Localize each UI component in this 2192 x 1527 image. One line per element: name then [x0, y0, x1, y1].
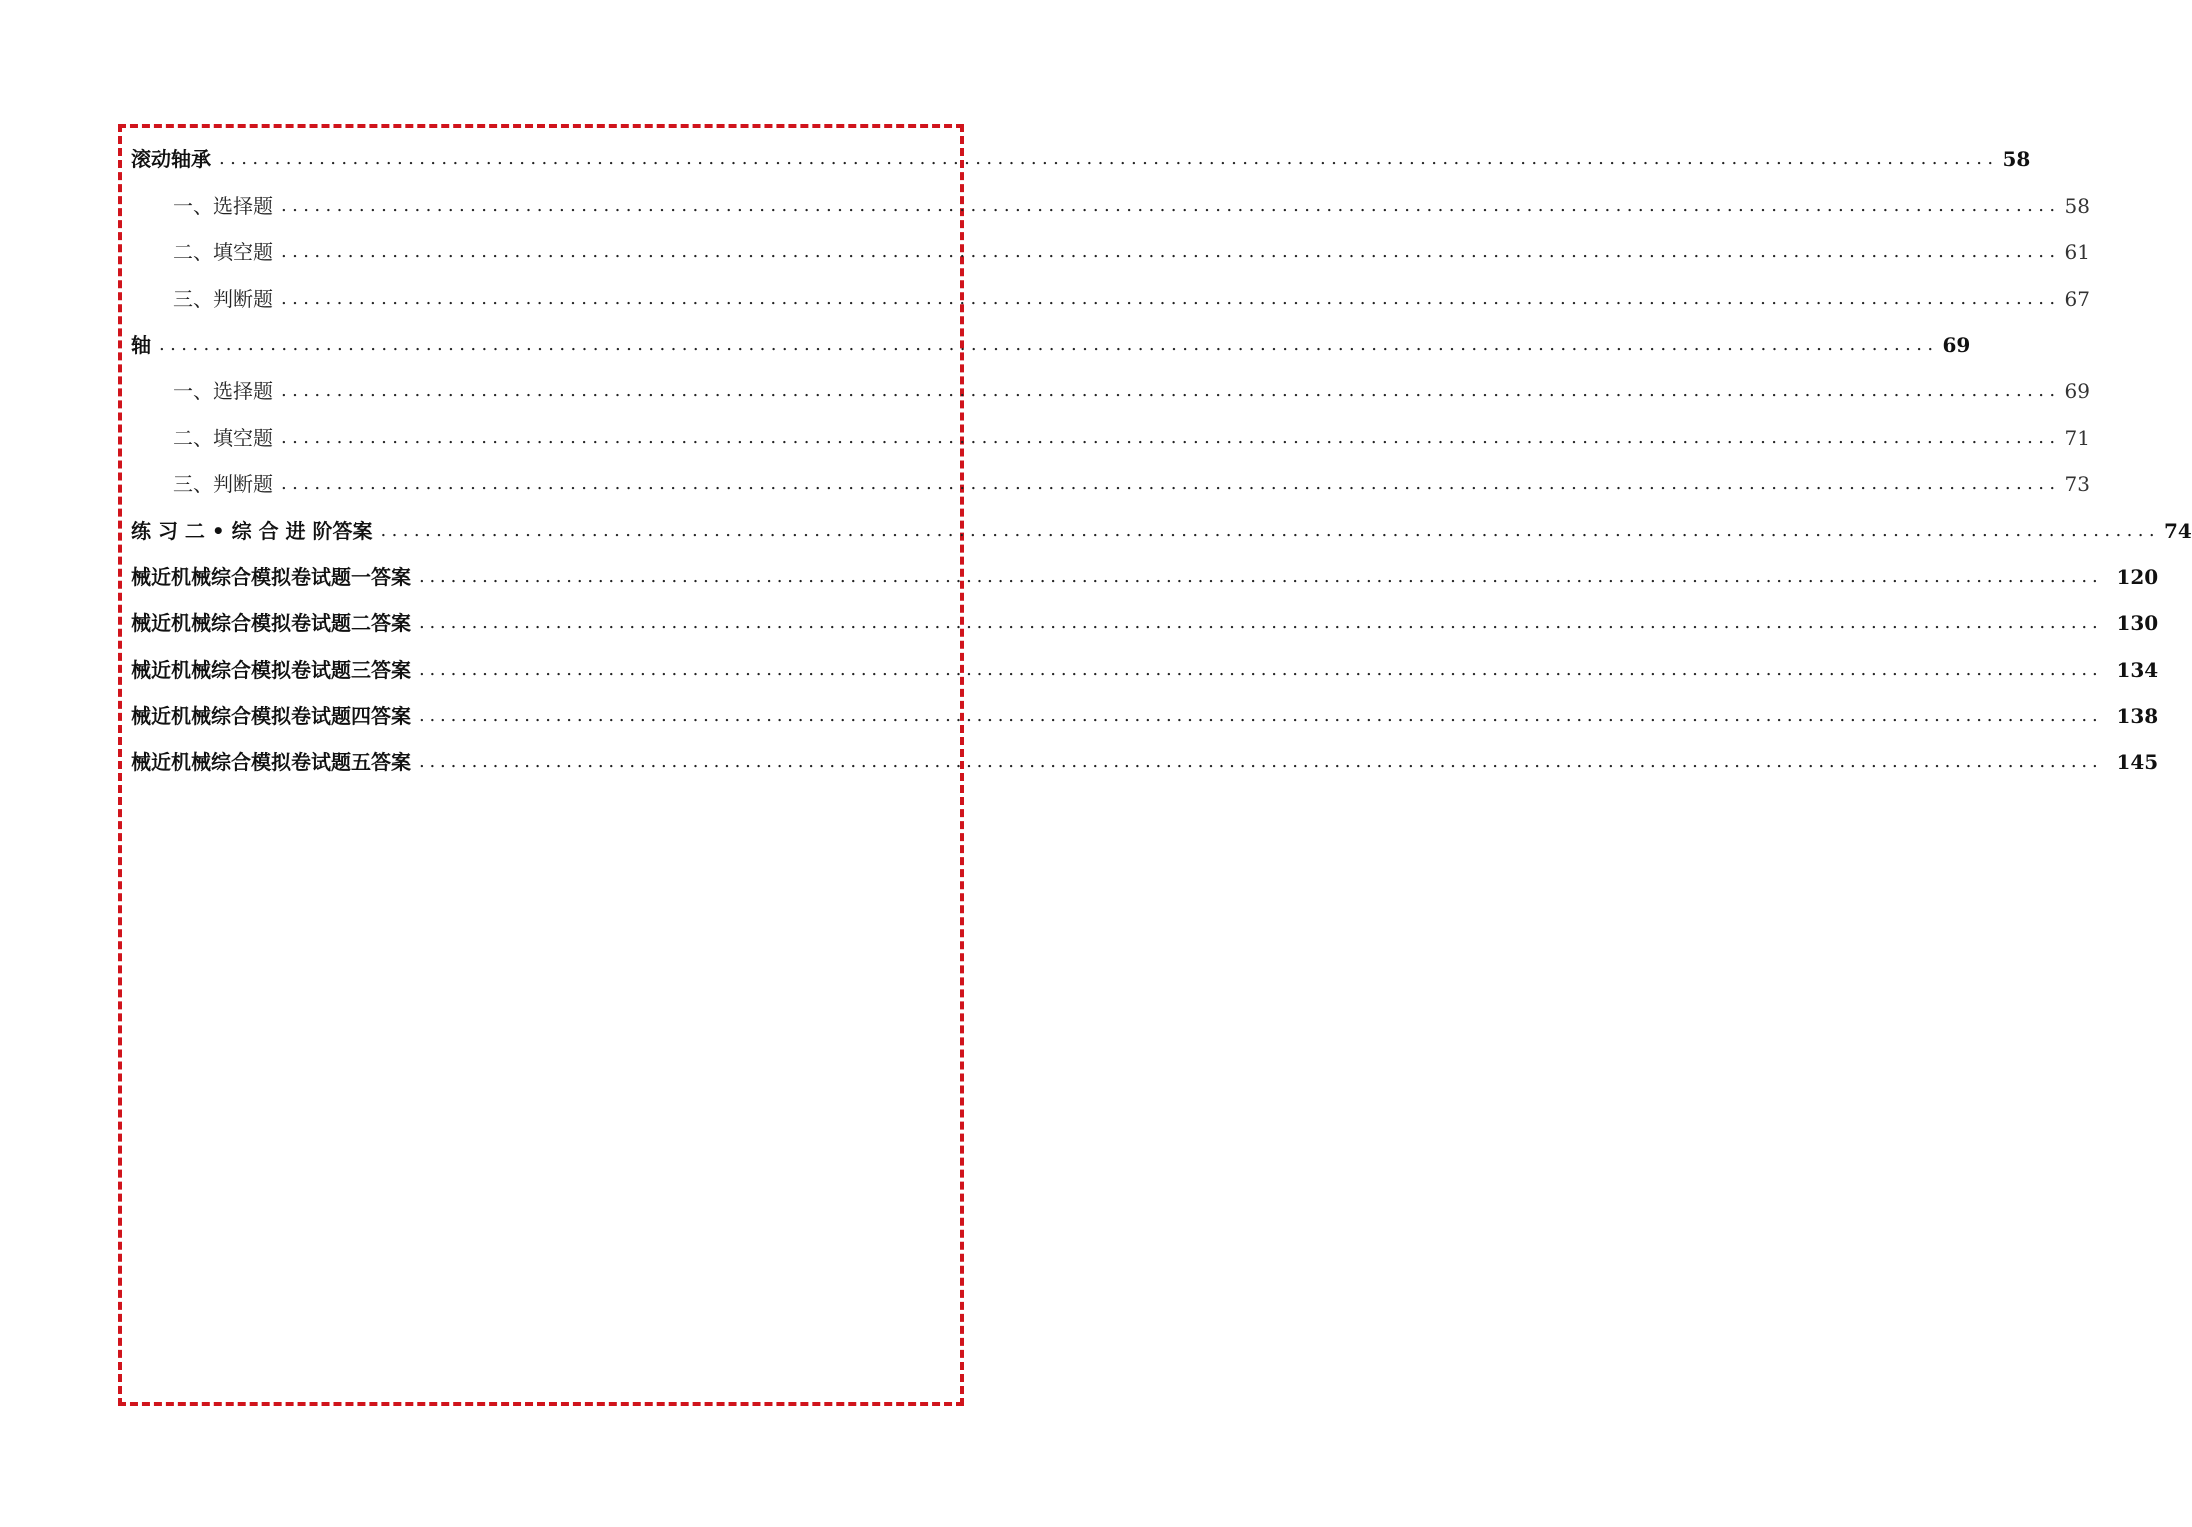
- toc-entry-page: 145: [2116, 750, 2159, 775]
- toc-leader-dots: ................................................................................................................................................................: [419, 705, 2103, 727]
- toc-entry-title: 轴: [131, 332, 151, 357]
- toc-entry-title: 一、选择题: [173, 193, 273, 218]
- toc-leader-dots: ................................................................................................................................................................: [380, 519, 2160, 541]
- toc-entry-page: 67: [2064, 286, 2090, 311]
- toc-leader-dots: ................................................................................................................................................................: [281, 194, 2061, 216]
- toc-leader-dots: ................................................................................................................................................................: [219, 148, 1999, 170]
- toc-entry-mock-exam-1[interactable]: [131, 542, 2159, 589]
- toc-entry-page: 69: [1942, 332, 1971, 357]
- toc-leader-dots: ................................................................................................................................................................: [419, 658, 2103, 680]
- table-of-contents: [131, 124, 2192, 775]
- toc-entry-choice-questions[interactable]: [131, 170, 2090, 218]
- toc-entry-true-false[interactable]: [131, 449, 2090, 497]
- toc-entry-fill-blank[interactable]: [131, 217, 2090, 265]
- toc-leader-dots: ................................................................................................................................................................: [281, 287, 2061, 309]
- toc-entry-title: 械近机械综合模拟卷试题二答案: [131, 611, 411, 636]
- toc-entry-mock-exam-2[interactable]: [131, 588, 2159, 636]
- toc-entry-title: 一、选择题: [173, 379, 273, 404]
- toc-leader-dots: ................................................................................................................................................................: [419, 565, 2103, 587]
- toc-entry-title: 械近机械综合模拟卷试题四答案: [131, 704, 411, 729]
- toc-leader-dots: ................................................................................................................................................................: [281, 473, 2061, 495]
- toc-entry-page: 71: [2064, 425, 2090, 450]
- toc-entry-page: 130: [2116, 611, 2159, 636]
- toc-entry-page: 138: [2116, 704, 2159, 729]
- toc-entry-title: 三、判断题: [173, 472, 273, 497]
- toc-entry-choice-questions[interactable]: [131, 356, 2090, 404]
- toc-leader-dots: ................................................................................................................................................................: [159, 333, 1939, 355]
- toc-entry-title: 练 习 二 • 综 合 进 阶答案: [131, 518, 373, 543]
- toc-leader-dots: ................................................................................................................................................................: [281, 426, 2061, 448]
- toc-entry-title: 滚动轴承: [131, 147, 211, 172]
- toc-entry-page: 58: [2064, 193, 2090, 218]
- toc-leader-dots: ................................................................................................................................................................: [281, 380, 2061, 402]
- toc-entry-title: 三、判断题: [173, 286, 273, 311]
- toc-entry-page: 74: [2164, 518, 2192, 543]
- toc-entry-mock-exam-4[interactable]: [131, 681, 2159, 729]
- toc-entry-page: 120: [2116, 564, 2159, 589]
- toc-leader-dots: ................................................................................................................................................................: [419, 751, 2103, 773]
- toc-entry-mock-exam-3[interactable]: [131, 634, 2159, 682]
- toc-entry-title: 二、填空题: [173, 240, 273, 265]
- toc-entry-page: 61: [2064, 240, 2090, 265]
- toc-entry-title: 械近机械综合模拟卷试题一答案: [131, 564, 411, 589]
- toc-entry-mock-exam-5[interactable]: [131, 727, 2159, 775]
- toc-entry-page: 73: [2064, 472, 2090, 497]
- toc-leader-dots: ................................................................................................................................................................: [419, 612, 2103, 634]
- toc-entry-page: 134: [2116, 657, 2159, 682]
- toc-entry-title: 械近机械综合模拟卷试题三答案: [131, 657, 411, 682]
- toc-entry-page: 69: [2064, 379, 2090, 404]
- toc-entry-shaft[interactable]: [131, 310, 1971, 357]
- toc-entry-rolling-bearing[interactable]: [131, 124, 2031, 172]
- toc-leader-dots: ................................................................................................................................................................: [281, 241, 2061, 263]
- toc-entry-title: 二、填空题: [173, 425, 273, 450]
- toc-entry-title: 械近机械综合模拟卷试题五答案: [131, 750, 411, 775]
- toc-entry-fill-blank[interactable]: [131, 402, 2090, 450]
- toc-entry-true-false[interactable]: [131, 263, 2090, 311]
- toc-entry-practice-two[interactable]: [131, 495, 2192, 543]
- toc-entry-page: 58: [2002, 147, 2031, 172]
